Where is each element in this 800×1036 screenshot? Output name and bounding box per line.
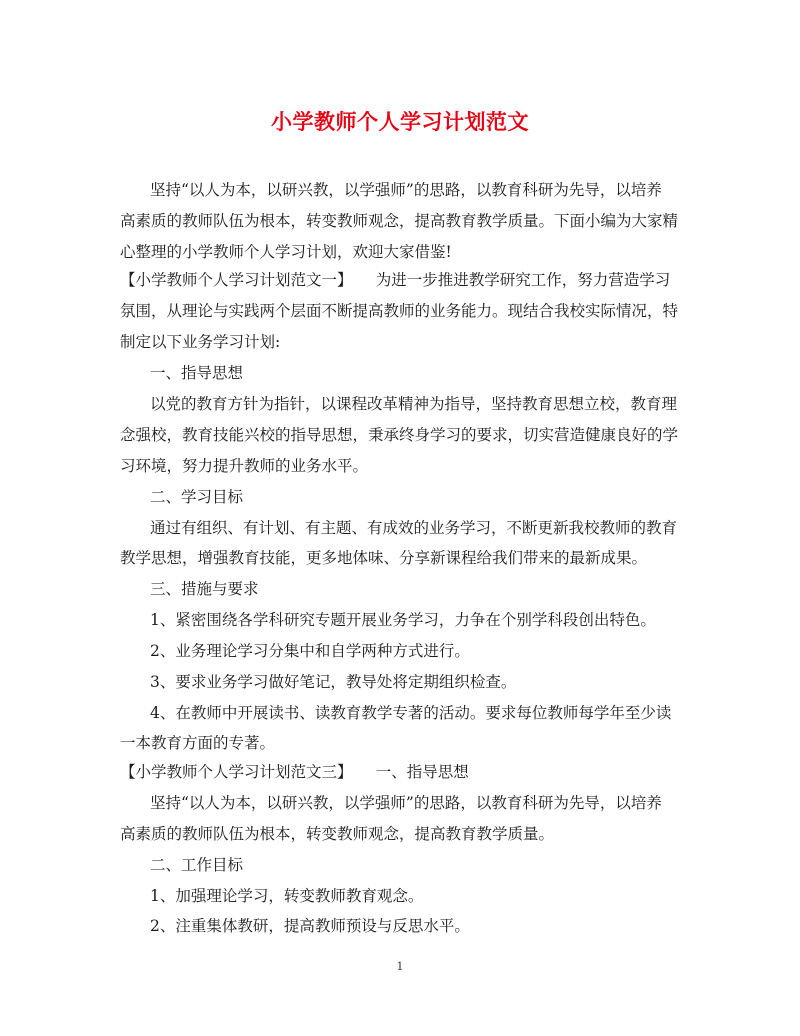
paragraph-line: 高素质的教师队伍为根本，转变教师观念，提高教育教学质量。 (120, 825, 555, 843)
section-heading-line: 【小学教师个人学习计划范文三】 一、指导思想 (120, 763, 469, 781)
list-item: 2、注重集体教研，提高教师预设与反思水平。 (150, 917, 470, 935)
paragraph-line: 以党的教育方针为指针，以课程改革精神为指导，坚持教育思想立校，教育理 (150, 395, 678, 413)
paragraph-line: 坚持“以人为本，以研兴教，以学强师”的思路，以教育科研为先导，以培养 (150, 181, 662, 199)
list-item: 1、加强理论学习，转变教师教育观念。 (150, 887, 424, 905)
subheading: 二、工作目标 (150, 856, 244, 874)
subheading: 二、学习目标 (150, 488, 244, 506)
page-number: 1 (396, 960, 404, 973)
subheading: 三、措施与要求 (150, 580, 259, 598)
section-heading-line: 【小学教师个人学习计划范文一】 为进一步推进教学研究工作，努力营造学习 (120, 271, 671, 289)
paragraph-line: 习环境，努力提升教师的业务水平。 (120, 457, 369, 475)
paragraph-line: 氛围，从理论与实践两个层面不断提高教师的业务能力。现结合我校实际情况，特 (120, 302, 679, 320)
paragraph-line: 念强校，教育技能兴校的指导思想，秉承终身学习的要求，切实营造健康良好的学 (120, 426, 679, 444)
list-item: 2、业务理论学习分集中和自学两种方式进行。 (150, 642, 470, 660)
paragraph-line: 教学思想，增强教育技能，更多地体味、分享新课程给我们带来的最新成果。 (120, 549, 648, 567)
paragraph-line: 制定以下业务学习计划: (120, 333, 281, 351)
list-item: 4、在教师中开展读书、读教育教学专著的活动。要求每位教师每学年至少读 (150, 704, 672, 722)
subheading: 一、指导思想 (150, 364, 244, 382)
document-title: 小学教师个人学习计划范文 (271, 109, 529, 134)
paragraph-line: 一本教育方面的专著。 (120, 734, 276, 752)
paragraph-line: 高素质的教师队伍为根本，转变教师观念，提高教育教学质量。下面小编为大家精 (120, 212, 679, 230)
paragraph-line: 通过有组织、有计划、有主题、有成效的业务学习，不断更新我校教师的教育 (150, 519, 678, 537)
list-item: 3、要求业务学习做好笔记，教导处将定期组织检查。 (150, 673, 517, 691)
paragraph-line: 心整理的小学教师个人学习计划，欢迎大家借鉴! (120, 243, 452, 261)
list-item: 1、紧密围绕各学科研究专题开展业务学习，力争在个别学科段创出特色。 (150, 611, 656, 629)
paragraph-line: 坚持“以人为本，以研兴教，以学强师”的思路，以教育科研为先导，以培养 (150, 794, 662, 812)
